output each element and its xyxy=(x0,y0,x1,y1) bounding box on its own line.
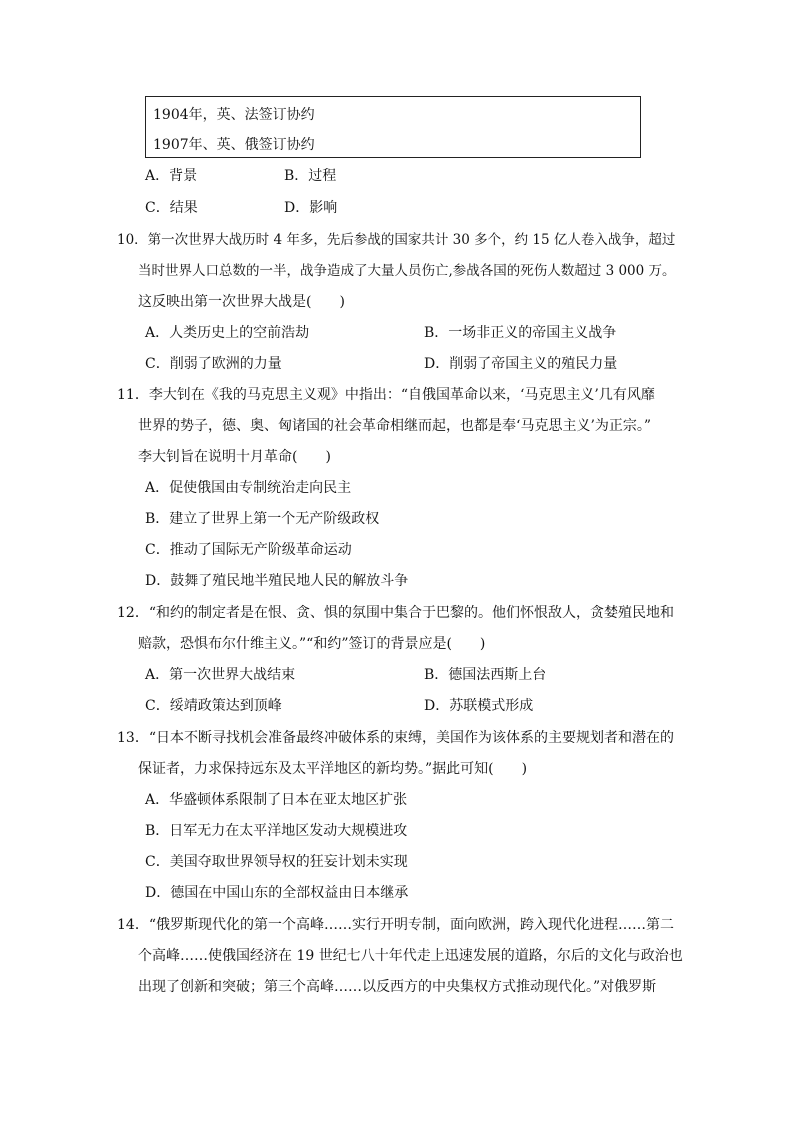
q14-stem-line-2: 个高峰……使俄国经济在 19 世纪七八十年代走上迅速发展的道路，尔后的文化与政治也 xyxy=(138,948,683,964)
q11-option-a[interactable]: A．促使俄国由专制统治走向民主 xyxy=(145,480,352,496)
material-box xyxy=(145,96,641,158)
q11-stem-line-2: 世界的势子，德、奥、匈诸国的社会革命相继而起，也都是奉‘马克思主义’为正宗。” xyxy=(138,418,652,434)
q10-option-b[interactable]: B．一场非正义的帝国主义战争 xyxy=(424,325,617,341)
q14-stem-line-3: 出现了创新和突破；第三个高峰……以反西方的中央集权方式推动现代化。”对俄罗斯 xyxy=(138,979,657,995)
q9-option-c[interactable]: C．结果 xyxy=(145,200,198,216)
q11-stem-line-1: 11．李大钊在《我的马克思主义观》中指出：“自俄国革命以来，‘马克思主义’几有风靡 xyxy=(117,387,655,403)
q9-option-d[interactable]: D．影响 xyxy=(284,200,338,216)
q10-option-a[interactable]: A．人类历史上的空前浩劫 xyxy=(145,325,310,341)
q10-stem-line-1: 10．第一次世界大战历时 4 年多，先后参战的国家共计 30 多个，约 15 亿人卷入战争，超过 xyxy=(117,232,676,248)
q12-option-c[interactable]: C．绥靖政策达到顶峰 xyxy=(145,698,282,714)
q10-stem-line-2: 当时世界人口总数的一半，战争造成了大量人员伤亡,参战各国的死伤人数超过 3 000 万。 xyxy=(138,263,676,279)
material-line-2: 1907年、英、俄签订协约 xyxy=(153,137,315,153)
q12-option-d[interactable]: D．苏联模式形成 xyxy=(424,698,534,714)
q12-option-a[interactable]: A．第一次世界大战结束 xyxy=(145,667,296,683)
q11-stem-line-3: 李大钊旨在说明十月革命( ) xyxy=(138,449,331,465)
q11-option-c[interactable]: C．推动了国际无产阶级革命运动 xyxy=(145,542,352,558)
q13-option-b[interactable]: B．日军无力在太平洋地区发动大规模进攻 xyxy=(145,823,408,839)
q9-option-a[interactable]: A．背景 xyxy=(145,168,198,184)
q10-option-d[interactable]: D．削弱了帝国主义的殖民力量 xyxy=(424,356,618,372)
q12-stem-line-1: 12．“和约的制定者是在恨、贪、惧的氛围中集合于巴黎的。他们怀恨敌人，贪婪殖民地和 xyxy=(117,605,674,621)
q11-option-b[interactable]: B．建立了世界上第一个无产阶级政权 xyxy=(145,511,380,527)
q12-option-b[interactable]: B．德国法西斯上台 xyxy=(424,667,547,683)
q14-stem-line-1: 14．“俄罗斯现代化的第一个高峰……实行开明专制，面向欧洲，跨入现代化进程……第二 xyxy=(117,917,674,933)
q13-option-d[interactable]: D．德国在中国山东的全部权益由日本继承 xyxy=(145,885,409,901)
q13-option-c[interactable]: C．美国夺取世界领导权的狂妄计划未实现 xyxy=(145,854,408,870)
material-line-1: 1904年，英、法签订协约 xyxy=(153,107,315,123)
q13-stem-line-2: 保证者，力求保持远东及太平洋地区的新均势。”据此可知( ) xyxy=(138,761,528,777)
q13-option-a[interactable]: A．华盛顿体系限制了日本在亚太地区扩张 xyxy=(145,792,408,808)
q11-option-d[interactable]: D．鼓舞了殖民地半殖民地人民的解放斗争 xyxy=(145,573,409,589)
q9-option-b[interactable]: B．过程 xyxy=(284,168,337,184)
q13-stem-line-1: 13．“日本不断寻找机会准备最终冲破体系的束缚，美国作为该体系的主要规划者和潜在的 xyxy=(117,730,674,746)
q10-option-c[interactable]: C．削弱了欧洲的力量 xyxy=(145,356,282,372)
q12-stem-line-2: 赔款，恐惧布尔什维主义。”“和约”签订的背景应是( ) xyxy=(138,636,486,652)
q10-stem-line-3: 这反映出第一次世界大战是( ) xyxy=(138,294,345,310)
